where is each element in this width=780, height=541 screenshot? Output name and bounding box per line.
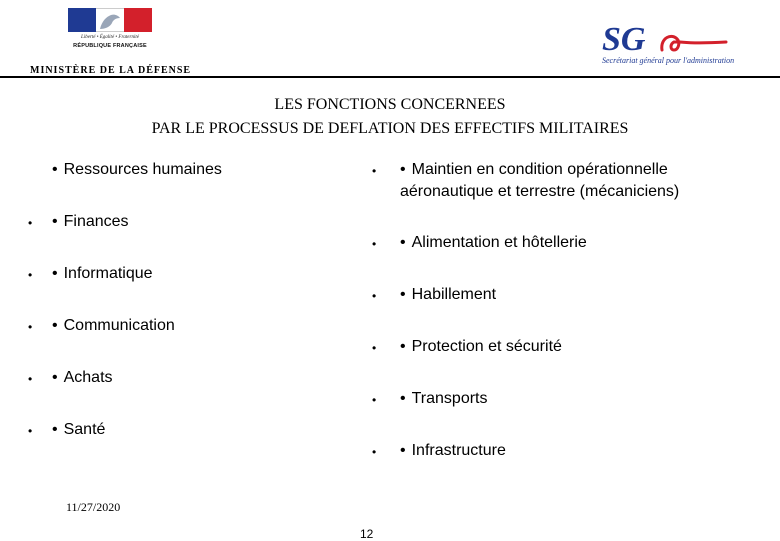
bullet-icon: • bbox=[28, 216, 33, 230]
list-item bbox=[400, 390, 487, 408]
list-item-label: Alimentation et hôtellerie bbox=[411, 234, 587, 251]
page-number: 12 bbox=[360, 527, 374, 541]
bullet-icon: • bbox=[28, 372, 33, 386]
list-item bbox=[52, 213, 129, 231]
sga-subtitle: Secrétariat général pour l'administration bbox=[602, 56, 735, 65]
list-item-label: Finances bbox=[63, 213, 129, 230]
bullet-icon: • bbox=[372, 393, 377, 407]
sga-logo bbox=[600, 20, 760, 70]
bullet-icon: • bbox=[372, 289, 377, 303]
republic-motto: Liberté • Égalité • Fraternité bbox=[81, 35, 139, 40]
bullet-icon: • bbox=[52, 265, 58, 282]
republique-francaise-logo bbox=[66, 8, 154, 56]
list-item-label: Ressources humaines bbox=[63, 161, 222, 178]
list-item bbox=[52, 317, 175, 335]
list-item bbox=[400, 442, 506, 460]
list-item-label: Santé bbox=[63, 421, 106, 438]
list-item-label: Informatique bbox=[63, 265, 153, 282]
bullet-icon: • bbox=[28, 320, 33, 334]
sga-logo-graphic bbox=[600, 20, 760, 56]
bullet-icon: • bbox=[400, 161, 406, 178]
list-item-label: Protection et sécurité bbox=[411, 338, 562, 355]
list-item-label: Achats bbox=[63, 369, 113, 386]
slide-title-line2: PAR LE PROCESSUS DE DEFLATION DES EFFECTIFS MILITAIRES bbox=[151, 120, 629, 137]
list-item bbox=[400, 286, 496, 304]
slide-title-line1: LES FONCTIONS CONCERNEES bbox=[274, 96, 506, 113]
list-item-continuation: aéronautique et terrestre (mécaniciens) bbox=[400, 183, 680, 200]
list-item-label: Infrastructure bbox=[411, 442, 506, 459]
bullet-icon: • bbox=[372, 164, 377, 178]
list-item bbox=[52, 265, 153, 283]
bullet-icon: • bbox=[372, 445, 377, 459]
list-item-label: Transports bbox=[411, 390, 488, 407]
bullet-icon: • bbox=[400, 442, 406, 459]
list-item-label: Maintien en condition opérationnelle bbox=[411, 161, 668, 178]
sga-letters: SG bbox=[602, 21, 646, 56]
bullet-icon: • bbox=[372, 237, 377, 251]
list-item bbox=[52, 369, 113, 387]
list-item bbox=[400, 234, 587, 252]
bullet-icon: • bbox=[52, 317, 58, 334]
bullet-icon: • bbox=[52, 161, 58, 178]
bullet-icon: • bbox=[52, 421, 58, 438]
bullet-icon: • bbox=[400, 234, 406, 251]
bullet-icon: • bbox=[28, 268, 33, 282]
republic-name-line1: RÉPUBLIQUE FRANÇAISE bbox=[73, 43, 147, 49]
bullet-icon: • bbox=[52, 213, 58, 230]
list-item bbox=[400, 338, 562, 356]
list-item bbox=[52, 421, 105, 439]
bullet-icon: • bbox=[400, 338, 406, 355]
marianne-flag-icon bbox=[68, 8, 152, 32]
slide-date: 11/27/2020 bbox=[66, 500, 121, 514]
bullet-icon: • bbox=[400, 390, 406, 407]
bullet-icon: • bbox=[52, 369, 58, 386]
header-divider bbox=[0, 76, 780, 78]
list-item bbox=[400, 161, 668, 179]
list-item-label: Habillement bbox=[411, 286, 497, 303]
bullet-icon: • bbox=[372, 341, 377, 355]
bullet-icon: • bbox=[400, 286, 406, 303]
ministry-name: MINISTÈRE DE LA DÉFENSE bbox=[30, 65, 192, 76]
list-item-label: Communication bbox=[63, 317, 175, 334]
bullet-icon: • bbox=[28, 424, 33, 438]
list-item bbox=[52, 161, 222, 179]
